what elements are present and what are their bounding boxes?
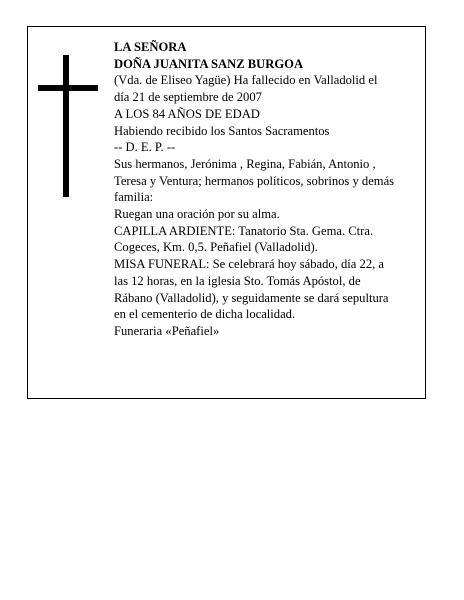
- notice-line: CAPILLA ARDIENTE: Tanatorio Sta. Gema. Ctra.: [114, 223, 374, 238]
- notice-line: Habiendo recibido los Santos Sacramentos: [114, 123, 330, 138]
- notice-line: MISA FUNERAL: Se celebrará hoy sábado, día 22, a: [114, 257, 385, 272]
- notice-line: Sus hermanos, Jerónima , Regina, Fabián, Antonio ,: [114, 156, 376, 171]
- notice-line: día 21 de septiembre de 2007: [114, 90, 262, 105]
- notice-line: Ruegan una oración por su alma.: [114, 207, 280, 222]
- notice-text: [114, 39, 422, 340]
- notice-line: (Vda. de Eliseo Yagüe) Ha fallecido en Valladolid el: [114, 73, 378, 88]
- notice-line: en el cementerio de dicha localidad.: [114, 307, 296, 322]
- notice-line: Cogeces, Km. 0,5. Peñafiel (Valladolid).: [114, 240, 318, 255]
- notice-line: Teresa y Ventura; hermanos políticos, sobrinos y demás: [114, 173, 395, 188]
- notice-line: A LOS 84 AÑOS DE EDAD: [114, 106, 260, 121]
- notice-line: -- D. E. P. --: [114, 140, 176, 155]
- cross-icon: [38, 55, 98, 197]
- cross-horizontal-bar: [38, 85, 98, 91]
- notice-line: las 12 horas, en la iglesia Sto. Tomás Apóstol, de: [114, 273, 361, 288]
- cross-vertical-bar: [63, 55, 69, 197]
- notice-line: familia:: [114, 190, 154, 205]
- notice-title: LA SEÑORA: [114, 40, 187, 54]
- funeral-home: Funeraria «Peñafiel»: [114, 323, 220, 338]
- obituary-notice: [27, 26, 426, 399]
- notice-line: Rábano (Valladolid), y seguidamente se dará sepultura: [114, 290, 389, 305]
- deceased-name: DOÑA JUANITA SANZ BURGOA: [114, 56, 304, 71]
